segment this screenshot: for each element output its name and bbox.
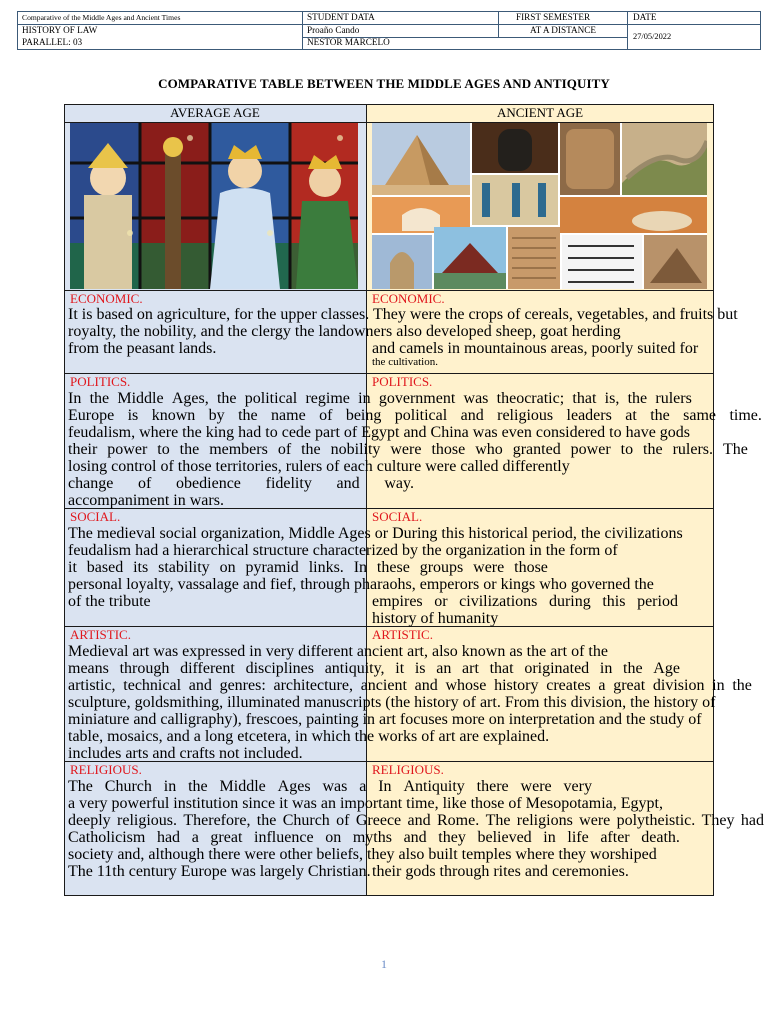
- word: Church: [282, 812, 330, 829]
- word: polytheistic.: [616, 812, 696, 829]
- word: had: [156, 829, 181, 846]
- label-economic-left: ECONOMIC.: [70, 291, 143, 306]
- word: that: [489, 660, 514, 677]
- word: and: [188, 677, 212, 694]
- comparison-table: [64, 104, 764, 896]
- page-number: 1: [381, 957, 387, 971]
- word: granted: [512, 441, 561, 458]
- word: and: [407, 812, 431, 829]
- word: artistic,: [68, 677, 116, 694]
- word: their: [68, 441, 98, 458]
- text-line: [68, 390, 692, 408]
- word: were: [390, 441, 422, 458]
- word: fidelity: [265, 475, 312, 492]
- word: influence: [254, 829, 314, 846]
- word: is: [414, 660, 426, 677]
- text-line: their gods through rites and ceremonies.: [372, 863, 629, 880]
- word: in: [358, 390, 371, 407]
- page-title: COMPARATIVE TABLE BETWEEN THE MIDDLE AGES AND ANTIQUITY: [158, 76, 610, 91]
- text-line: sculpture, goldsmithing, illuminated manuscripts (the history of art. From this division, the history of: [68, 694, 716, 711]
- word: on: [219, 559, 236, 576]
- word: during: [548, 593, 591, 610]
- word: known: [151, 407, 196, 424]
- word: to: [620, 441, 634, 458]
- word: and: [460, 407, 484, 424]
- word: name: [271, 407, 306, 424]
- word: on: [325, 829, 342, 846]
- word: based: [86, 559, 124, 576]
- word: those: [514, 559, 548, 576]
- word: after: [600, 829, 630, 846]
- word: genres:: [219, 677, 266, 694]
- word: Church: [104, 778, 152, 795]
- word: Therefore,: [183, 812, 251, 829]
- word: great: [210, 829, 243, 846]
- word: it: [395, 660, 405, 677]
- word: believed: [477, 829, 532, 846]
- word: the: [643, 441, 663, 458]
- word: Europe: [68, 407, 115, 424]
- text-line: society and, although there were other beliefs, they also built temples where they worshiped: [68, 846, 657, 863]
- text-line: [68, 829, 680, 847]
- word: a: [359, 778, 367, 795]
- parallel: PARALLEL: 03: [22, 37, 83, 47]
- text-line: table, mosaics, and a long etcetera, in which the works of art are explained.: [68, 728, 550, 745]
- word: different: [180, 660, 235, 677]
- word: In: [378, 778, 392, 795]
- document-header: [17, 11, 761, 50]
- word: through: [119, 660, 170, 677]
- word: power: [107, 441, 148, 458]
- word: of: [319, 407, 333, 424]
- word: Rome.: [436, 812, 480, 829]
- text-line: [68, 407, 762, 425]
- word: death.: [641, 829, 680, 846]
- word: a: [191, 829, 199, 846]
- word: the: [216, 390, 237, 407]
- text-line: includes arts and crafts not included.: [68, 745, 303, 762]
- text-line: [68, 660, 680, 678]
- word: and: [403, 829, 427, 846]
- word: the: [623, 660, 643, 677]
- word: were: [473, 559, 505, 576]
- word: in: [599, 660, 613, 677]
- word: being: [345, 407, 382, 424]
- word: religions: [516, 812, 573, 829]
- word: regime: [305, 390, 350, 407]
- word: Middle: [219, 778, 266, 795]
- word: the: [179, 441, 200, 458]
- text-line: The medieval social organization, Middle Ages or During this historical period, the civilizations: [68, 525, 683, 542]
- word: nobility: [330, 441, 381, 458]
- word: were: [579, 812, 611, 829]
- word: history: [494, 677, 539, 694]
- text-line: [68, 778, 592, 796]
- label-artistic-right: ARTISTIC.: [372, 627, 433, 642]
- word: pyramid: [245, 559, 299, 576]
- text-line: [68, 677, 752, 695]
- word: Middle: [117, 390, 164, 407]
- text-line: [68, 441, 748, 459]
- word: the: [89, 390, 110, 407]
- word: had: [740, 812, 764, 829]
- student-data-label: STUDENT DATA: [307, 12, 375, 22]
- word: the: [256, 812, 277, 829]
- text-line: It is based on agriculture, for the upper classes. They were the crops of cereals, vegetables, and fruits but: [68, 306, 738, 323]
- word: Antiquity: [403, 778, 465, 795]
- label-religious-left: RELIGIOUS.: [70, 762, 142, 777]
- word: the: [650, 407, 670, 424]
- word: division: [652, 677, 705, 694]
- word: In: [68, 390, 82, 407]
- label-social-left: SOCIAL.: [70, 509, 121, 524]
- word: period: [637, 593, 678, 610]
- word: Catholicism: [68, 829, 146, 846]
- label-politics-left: POLITICS.: [70, 374, 131, 389]
- word: ancient: [360, 677, 407, 694]
- stained-glass-image: [70, 123, 358, 289]
- date-value: 27/05/2022: [633, 32, 672, 41]
- word: time.: [729, 407, 762, 424]
- word: of: [138, 475, 152, 492]
- text-line: [68, 559, 548, 577]
- text-line: accompaniment in wars.: [68, 492, 224, 509]
- ancient-collage-image: [372, 123, 707, 289]
- text-line: personal loyalty, vassalage and fief, through pharaohs, emperors or kings who governed the: [68, 576, 654, 593]
- word: disciplines: [245, 660, 314, 677]
- text-line: The 11th century Europe was largely Christian.: [68, 863, 371, 880]
- word: is: [127, 407, 139, 424]
- word: this: [602, 593, 626, 610]
- word: obedience: [176, 475, 241, 492]
- column-header-ancient-age: ANCIENT AGE: [496, 105, 584, 120]
- word: antiquity,: [324, 660, 385, 677]
- date-label: DATE: [633, 12, 657, 22]
- word: members: [209, 441, 268, 458]
- word: stability: [158, 559, 210, 576]
- text-line: royalty, the nobility, and the clergy the landowners also developed sheep, goat herding: [68, 323, 621, 340]
- word: life: [567, 829, 589, 846]
- word: the: [188, 778, 208, 795]
- word: a: [598, 677, 606, 694]
- text-line: the cultivation.: [372, 356, 438, 368]
- text-line: history of humanity: [372, 610, 499, 627]
- student-name: NESTOR MARCELO: [307, 37, 390, 47]
- word: these: [376, 559, 410, 576]
- word: Age: [653, 660, 680, 677]
- word: great: [613, 677, 646, 694]
- word: civilizations: [459, 593, 538, 610]
- word: who: [475, 441, 503, 458]
- semester-label: FIRST SEMESTER: [516, 12, 591, 22]
- word: The: [722, 441, 748, 458]
- word: of: [277, 441, 292, 458]
- word: at: [625, 407, 637, 424]
- word: originated: [524, 660, 590, 677]
- word: same: [683, 407, 717, 424]
- word: by: [208, 407, 225, 424]
- word: religious.: [117, 812, 178, 829]
- word: was: [463, 390, 489, 407]
- word: and: [336, 475, 360, 492]
- word: leaders: [566, 407, 612, 424]
- word: change: [68, 475, 114, 492]
- text-line: from the peasant lands.: [68, 340, 217, 357]
- doc-title: Comparative of the Middle Ages and Ancient Times: [22, 13, 181, 22]
- label-religious-right: RELIGIOUS.: [372, 762, 444, 777]
- word: was: [322, 778, 348, 795]
- word: in: [543, 829, 556, 846]
- label-social-right: SOCIAL.: [372, 509, 423, 524]
- word: deeply: [68, 812, 111, 829]
- word: the: [301, 441, 321, 458]
- word: Ages,: [171, 390, 209, 407]
- word: or: [434, 593, 448, 610]
- word: those: [431, 441, 466, 458]
- word: the: [627, 390, 648, 407]
- word: theocratic;: [496, 390, 565, 407]
- word: means: [68, 660, 109, 677]
- word: rulers.: [672, 441, 713, 458]
- word: in: [163, 778, 177, 795]
- label-economic-right: ECONOMIC.: [372, 291, 445, 306]
- word: an: [436, 660, 452, 677]
- word: groups: [419, 559, 464, 576]
- word: way.: [384, 475, 414, 492]
- label-artistic-left: ARTISTIC.: [70, 627, 131, 642]
- word: The: [485, 812, 511, 829]
- text-line: and camels in mountainous areas, poorly suited for: [372, 340, 699, 357]
- word: architecture,: [273, 677, 353, 694]
- word: the: [732, 677, 752, 694]
- text-line: [68, 812, 764, 830]
- word: there: [476, 778, 509, 795]
- word: whose: [445, 677, 487, 694]
- word: rulers: [655, 390, 692, 407]
- text-line: Medieval art was expressed in very different ancient art, also known as the art of the: [68, 643, 608, 660]
- word: technical: [123, 677, 182, 694]
- student-surname: Proaño Cando: [307, 25, 360, 35]
- text-line: feudalism had a hierarchical structure characterized by the organization in the form of: [68, 542, 618, 559]
- word: is,: [604, 390, 620, 407]
- word: In: [353, 559, 368, 576]
- word: government: [378, 390, 456, 407]
- word: they: [438, 829, 466, 846]
- modality: AT A DISTANCE: [530, 25, 596, 35]
- text-line: feudalism, where the king had to cede part of Egypt and China was even considered to have gods: [68, 424, 691, 441]
- word: were: [520, 778, 552, 795]
- word: links.: [308, 559, 344, 576]
- text-line: losing control of those territories, rulers of each culture were called differently: [68, 458, 570, 475]
- word: and: [414, 677, 438, 694]
- word: of: [336, 812, 350, 829]
- word: political: [244, 390, 298, 407]
- word: that: [572, 390, 597, 407]
- word: religious: [497, 407, 554, 424]
- word: Ages: [277, 778, 311, 795]
- word: its: [133, 559, 149, 576]
- word: myths: [352, 829, 392, 846]
- text-line: [372, 593, 678, 611]
- text-line: a very powerful institution since it was an important time, like those of Mesopotamia, Egypt,: [68, 795, 663, 812]
- column-header-average-age: AVERAGE AGE: [170, 105, 260, 120]
- word: They: [701, 812, 735, 829]
- word: art: [462, 660, 479, 677]
- word: The: [68, 778, 93, 795]
- word: Greece: [355, 812, 402, 829]
- word: the: [238, 407, 258, 424]
- word: empires: [372, 593, 423, 610]
- label-politics-right: POLITICS.: [372, 374, 433, 389]
- word: creates: [546, 677, 591, 694]
- word: very: [563, 778, 592, 795]
- word: power: [570, 441, 611, 458]
- subject: HISTORY OF LAW: [22, 25, 98, 35]
- text-line: miniature and calligraphy), frescoes, painting in art focuses more on interpretation and the study of: [68, 711, 702, 728]
- text-line: [68, 475, 414, 493]
- word: political: [394, 407, 448, 424]
- word: in: [712, 677, 725, 694]
- text-line: of the tribute: [68, 593, 151, 610]
- word: it: [68, 559, 77, 576]
- word: to: [157, 441, 170, 458]
